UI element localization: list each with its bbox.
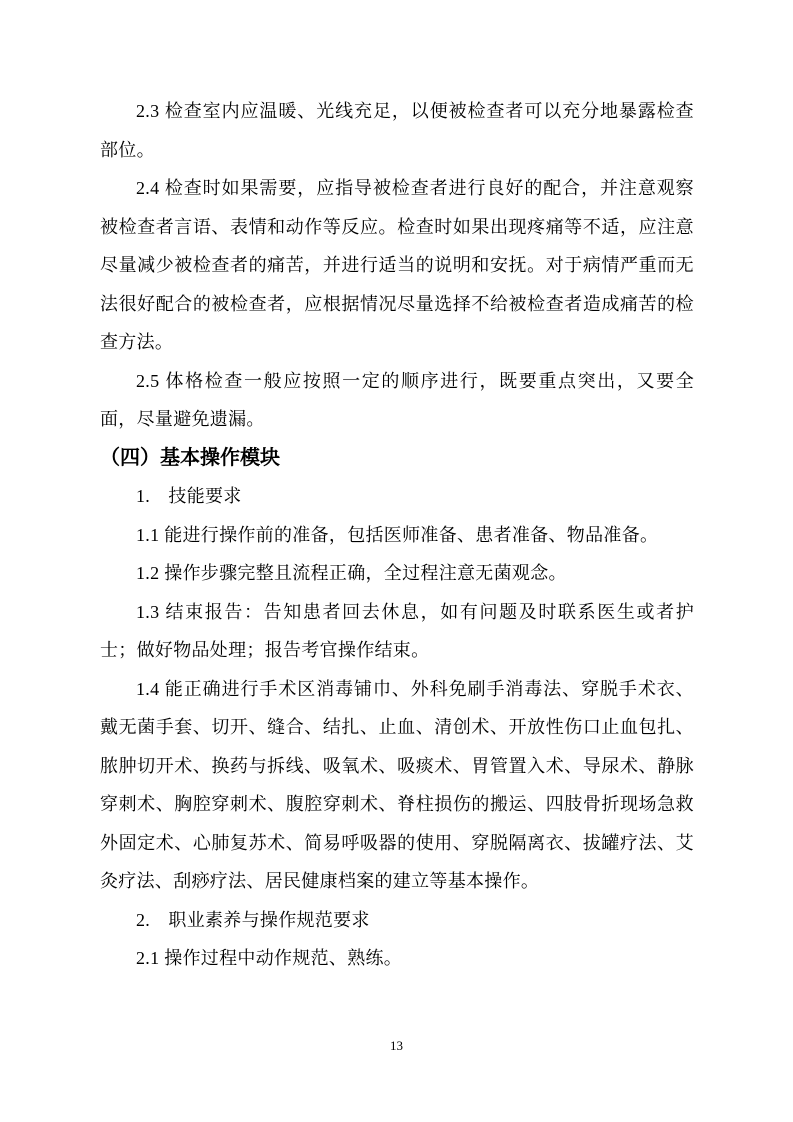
page-number: 13 xyxy=(390,1038,403,1053)
paragraph-2-4: 2.4 检查时如果需要，应指导被检查者进行良好的配合，并注意观察被检查者言语、表情和动作等反应。检查时如果出现疼痛等不适，应注意尽量减少被检查者的痛苦，并进行适当的说明和安抚。对于病情严重而无法很好配合的被检查者，应根据情况尽量选择不给被检查者造成痛苦的检查方法。 xyxy=(100,178,694,352)
paragraph-1-2: 1.2 操作步骤完整且流程正确，全过程注意无菌观念。 xyxy=(136,563,567,583)
paragraph-2-5: 2.5 体格检查一般应按照一定的顺序进行，既要重点突出，又要全面，尽量避免遗漏。 xyxy=(100,370,694,429)
paragraph-2-professional-conduct: 2. 职业素养与操作规范要求 xyxy=(136,909,370,930)
paragraph-2-3: 2.3 检查室内应温暖、光线充足，以便被检查者可以充分地暴露检查部位。 xyxy=(100,101,694,160)
paragraph-2-1: 2.1 操作过程中动作规范、熟练。 xyxy=(136,948,403,968)
document-content xyxy=(100,92,694,978)
paragraph-1-3: 1.3 结束报告：告知患者回去休息，如有问题及时联系医生或者护士；做好物品处理；报告考官操作结束。 xyxy=(100,601,694,660)
paragraph-1-4: 1.4 能正确进行手术区消毒铺巾、外科免刷手消毒法、穿脱手术衣、戴无菌手套、切开、缝合、结扎、止血、清创术、开放性伤口止血包扎、脓肿切开术、换药与拆线、吸氧术、吸痰术、胃管置入术、导尿术、静脉穿刺术、胸腔穿刺术、腹腔穿刺术、脊柱损伤的搬运、四肢骨折现场急救外固定术、心肺复苏术、简易呼吸器的使用、穿脱隔离衣、拔罐疗法、艾灸疗法、刮痧疗法、居民健康档案的建立等基本操作。 xyxy=(100,678,694,891)
paragraph-1-skill-requirements: 1. 技能要求 xyxy=(136,486,242,506)
section-heading-basic-operation-module: （四）基本操作模块 xyxy=(100,446,280,469)
paragraph-1-1: 1.1 能进行操作前的准备，包括医师准备、患者准备、物品准备。 xyxy=(136,524,659,545)
